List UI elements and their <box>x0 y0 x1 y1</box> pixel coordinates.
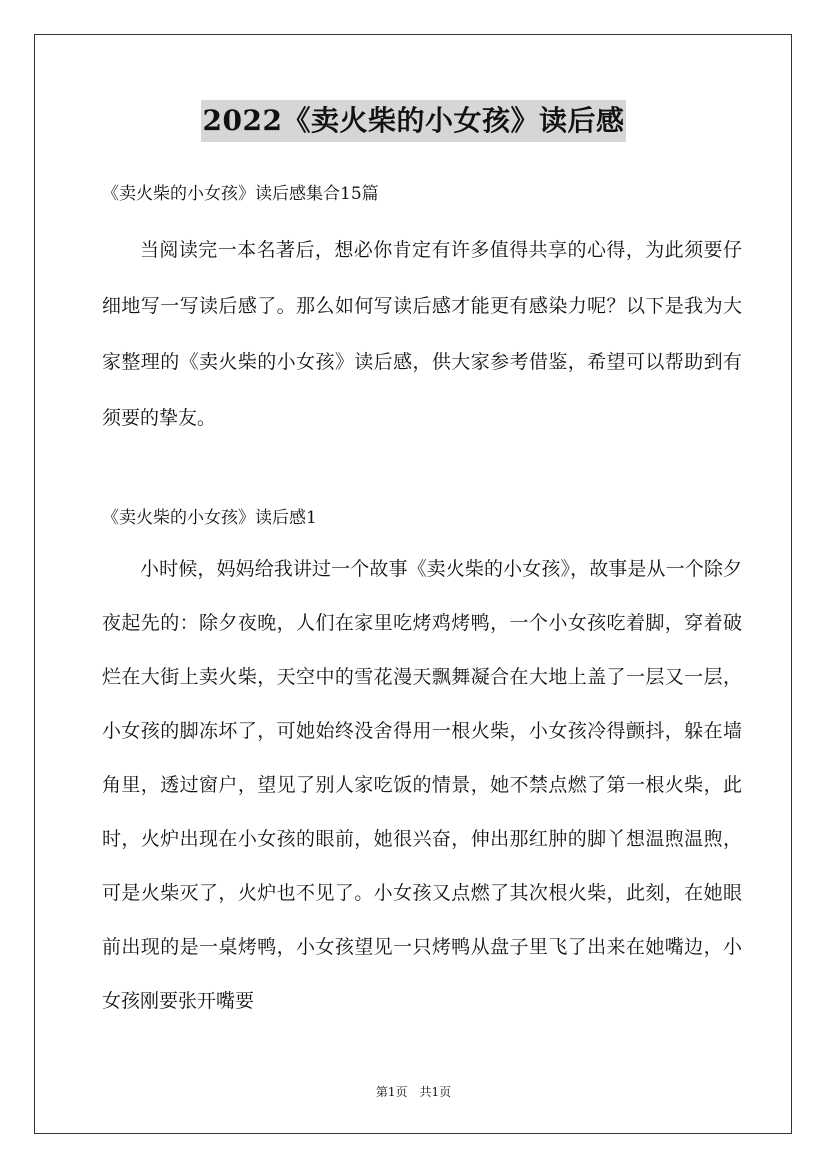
intro-paragraph: 当阅读完一本名著后，想必你肯定有许多值得共享的心得，为此须要仔细地写一写读后感了。那么如何写读后感才能更有感染力呢？以下是我为大家整理的《卖火柴的小女孩》读后感，供大家参考借鉴，希望可以帮助到有须要的挚友。 <box>102 239 742 429</box>
document-subtitle: 《卖火柴的小女孩》读后感集合15篇 <box>102 184 379 204</box>
document-title-container <box>0 100 827 142</box>
section-heading: 《卖火柴的小女孩》读后感1 <box>102 508 317 528</box>
section-paragraph: 小时候，妈妈给我讲过一个故事《卖火柴的小女孩》，故事是从一个除夕夜起先的：除夕夜晚，人们在家里吃烤鸡烤鸭，一个小女孩吃着脚，穿着破烂在大街上卖火柴，天空中的雪花漫天飘舞凝合在大地上盖了一层又一层，小女孩的脚冻坏了，可她始终没舍得用一根火柴，小女孩冷得颤抖，躲在墙角里，透过窗户，望见了别人家吃饭的情景，她不禁点燃了第一根火柴，此时，火炉出现在小女孩的眼前，她很兴奋，伸出那红肿的脚丫想温煦温煦，可是火柴灭了，火炉也不见了。小女孩又点燃了其次根火柴，此刻，在她眼前出现的是一桌烤鸭，小女孩望见一只烤鸭从盘子里飞了出来在她嘴边，小女孩刚要张开嘴要 <box>102 558 742 1012</box>
page-footer: 第1页 共1页 <box>375 1085 452 1099</box>
document-title: 2022《卖火柴的小女孩》读后感 <box>201 100 627 142</box>
